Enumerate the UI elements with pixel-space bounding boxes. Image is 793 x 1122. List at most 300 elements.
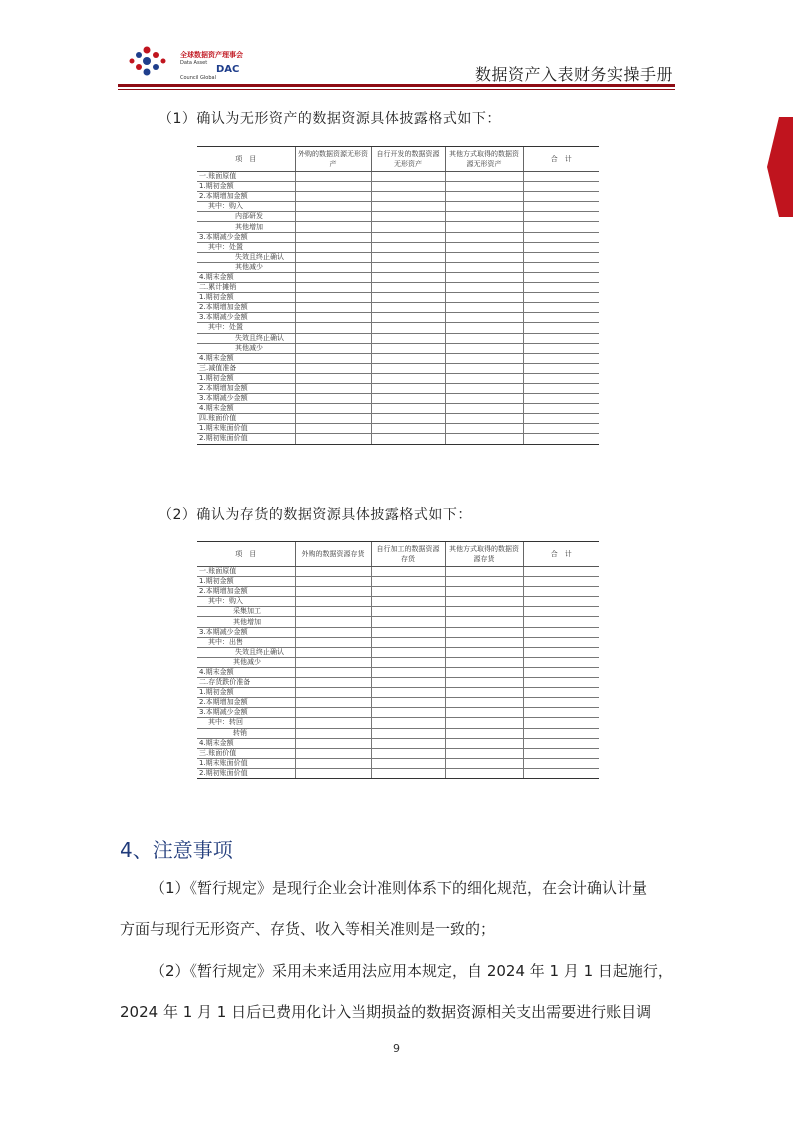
value-cell xyxy=(295,607,371,617)
value-cell xyxy=(371,738,445,748)
value-cell xyxy=(445,323,523,333)
row-label: 其中：购入 xyxy=(197,597,295,607)
table-row xyxy=(197,434,599,444)
table-row xyxy=(197,283,599,293)
value-cell xyxy=(445,202,523,212)
value-cell xyxy=(371,212,445,222)
value-cell xyxy=(523,252,599,262)
value-cell xyxy=(371,587,445,597)
value-cell xyxy=(523,577,599,587)
table-header-row xyxy=(197,542,599,567)
table-row xyxy=(197,404,599,414)
row-label: 失效且终止确认 xyxy=(197,647,295,657)
row-label: 4.期末金额 xyxy=(197,353,295,363)
value-cell xyxy=(295,637,371,647)
column-header: 项 目 xyxy=(197,147,295,172)
value-cell xyxy=(523,647,599,657)
row-label: 1.期初金额 xyxy=(197,577,295,587)
value-cell xyxy=(371,627,445,637)
row-label: 4.期末金额 xyxy=(197,667,295,677)
value-cell xyxy=(523,708,599,718)
value-cell xyxy=(371,242,445,252)
value-cell xyxy=(371,293,445,303)
value-cell xyxy=(295,252,371,262)
value-cell xyxy=(445,333,523,343)
table-row xyxy=(197,394,599,404)
value-cell xyxy=(371,434,445,444)
value-cell xyxy=(445,698,523,708)
value-cell xyxy=(523,688,599,698)
value-cell xyxy=(445,434,523,444)
value-cell xyxy=(371,647,445,657)
value-cell xyxy=(523,283,599,293)
section2-title: （2）确认为存货的数据资源具体披露格式如下： xyxy=(158,507,472,523)
row-label: 1.期初金额 xyxy=(197,293,295,303)
table-row xyxy=(197,262,599,272)
value-cell xyxy=(523,272,599,282)
value-cell xyxy=(445,293,523,303)
row-label: 1.期初金额 xyxy=(197,688,295,698)
value-cell xyxy=(295,363,371,373)
value-cell xyxy=(295,647,371,657)
value-cell xyxy=(445,678,523,688)
column-header: 合 计 xyxy=(523,147,599,172)
value-cell xyxy=(295,212,371,222)
value-cell xyxy=(445,272,523,282)
row-label: 4.期末金额 xyxy=(197,404,295,414)
note1-line2: 方面与现行无形资产、存货、收入等相关准则是一致的； xyxy=(120,920,496,938)
value-cell xyxy=(523,718,599,728)
value-cell xyxy=(445,758,523,768)
value-cell xyxy=(371,252,445,262)
value-cell xyxy=(295,373,371,383)
value-cell xyxy=(295,587,371,597)
side-chevron-tab xyxy=(767,117,793,217)
table-row xyxy=(197,597,599,607)
value-cell xyxy=(295,748,371,758)
column-header: 自行开发的数据资源无形资产 xyxy=(371,147,445,172)
value-cell xyxy=(295,202,371,212)
value-cell xyxy=(523,404,599,414)
value-cell xyxy=(523,373,599,383)
table-row xyxy=(197,192,599,202)
table-row xyxy=(197,587,599,597)
logo-english-line1: Data Asset xyxy=(180,60,208,66)
value-cell xyxy=(445,373,523,383)
value-cell xyxy=(445,192,523,202)
value-cell xyxy=(371,394,445,404)
value-cell xyxy=(523,212,599,222)
table-row xyxy=(197,637,599,647)
value-cell xyxy=(371,758,445,768)
table-row xyxy=(197,567,599,577)
value-cell xyxy=(371,232,445,242)
column-header: 其他方式取得的数据资源存货 xyxy=(445,542,523,567)
row-label: 2.本期增加金额 xyxy=(197,192,295,202)
value-cell xyxy=(445,688,523,698)
value-cell xyxy=(295,283,371,293)
table-row xyxy=(197,242,599,252)
table-row xyxy=(197,617,599,627)
table-row xyxy=(197,172,599,182)
value-cell xyxy=(295,434,371,444)
table-row xyxy=(197,202,599,212)
table-row xyxy=(197,212,599,222)
value-cell xyxy=(445,657,523,667)
value-cell xyxy=(445,424,523,434)
note2-line1: （2）《暂行规定》采用未来适用法应用本规定，自 2024 年 1 月 1 日起施行， xyxy=(150,962,673,980)
row-label: 2.本期增加金额 xyxy=(197,303,295,313)
logo-abbreviation: DAC xyxy=(216,64,240,75)
row-label: 2.期初账面价值 xyxy=(197,434,295,444)
value-cell xyxy=(445,617,523,627)
value-cell xyxy=(295,172,371,182)
value-cell xyxy=(523,222,599,232)
value-cell xyxy=(371,323,445,333)
value-cell xyxy=(445,242,523,252)
value-cell xyxy=(295,383,371,393)
value-cell xyxy=(371,262,445,272)
row-label: 2.本期增加金额 xyxy=(197,383,295,393)
row-label: 内部研发 xyxy=(197,212,295,222)
row-label: 其中：出售 xyxy=(197,637,295,647)
value-cell xyxy=(295,667,371,677)
table-row xyxy=(197,657,599,667)
row-label: 其中：转回 xyxy=(197,718,295,728)
value-cell xyxy=(523,262,599,272)
row-label: 采集加工 xyxy=(197,607,295,617)
row-label: 3.本期减少金额 xyxy=(197,708,295,718)
table-row xyxy=(197,688,599,698)
value-cell xyxy=(445,394,523,404)
value-cell xyxy=(371,678,445,688)
row-label: 其他增加 xyxy=(197,222,295,232)
value-cell xyxy=(371,353,445,363)
note1-line1: （1）《暂行规定》是现行企业会计准则体系下的细化规范，在会计确认计量 xyxy=(150,879,648,897)
value-cell xyxy=(523,242,599,252)
table-row xyxy=(197,748,599,758)
value-cell xyxy=(523,182,599,192)
value-cell xyxy=(445,738,523,748)
row-label: 其他增加 xyxy=(197,617,295,627)
value-cell xyxy=(371,333,445,343)
value-cell xyxy=(445,222,523,232)
value-cell xyxy=(295,404,371,414)
value-cell xyxy=(523,192,599,202)
value-cell xyxy=(371,363,445,373)
table-row xyxy=(197,333,599,343)
table-row xyxy=(197,647,599,657)
inventory-disclosure-table xyxy=(197,541,599,779)
row-label: 其中：处置 xyxy=(197,323,295,333)
value-cell xyxy=(371,708,445,718)
value-cell xyxy=(523,333,599,343)
value-cell xyxy=(523,567,599,577)
table-row xyxy=(197,272,599,282)
table-row xyxy=(197,768,599,778)
value-cell xyxy=(295,242,371,252)
row-label: 一.账面原值 xyxy=(197,172,295,182)
value-cell xyxy=(445,212,523,222)
row-label: 三.账面价值 xyxy=(197,748,295,758)
value-cell xyxy=(371,182,445,192)
value-cell xyxy=(371,313,445,323)
value-cell xyxy=(371,688,445,698)
logo-english-line2: Council Global xyxy=(180,75,216,81)
row-label: 失效且终止确认 xyxy=(197,333,295,343)
table-row xyxy=(197,313,599,323)
value-cell xyxy=(295,313,371,323)
table-row xyxy=(197,293,599,303)
table-row xyxy=(197,363,599,373)
value-cell xyxy=(523,323,599,333)
note2-line2: 2024 年 1 月 1 日后已费用化计入当期损益的数据资源相关支出需要进行账目调 xyxy=(120,1003,652,1021)
value-cell xyxy=(445,567,523,577)
value-cell xyxy=(371,698,445,708)
row-label: 其他减少 xyxy=(197,343,295,353)
value-cell xyxy=(295,698,371,708)
value-cell xyxy=(445,353,523,363)
column-header: 其他方式取得的数据资源无形资产 xyxy=(445,147,523,172)
value-cell xyxy=(523,303,599,313)
value-cell xyxy=(295,192,371,202)
value-cell xyxy=(523,637,599,647)
value-cell xyxy=(445,718,523,728)
dac-logo-icon xyxy=(128,46,174,76)
table-row xyxy=(197,414,599,424)
value-cell xyxy=(445,303,523,313)
table-row xyxy=(197,343,599,353)
value-cell xyxy=(371,424,445,434)
value-cell xyxy=(523,232,599,242)
table-row xyxy=(197,758,599,768)
value-cell xyxy=(371,617,445,627)
value-cell xyxy=(523,414,599,424)
value-cell xyxy=(371,728,445,738)
table-row xyxy=(197,627,599,637)
value-cell xyxy=(523,627,599,637)
value-cell xyxy=(295,394,371,404)
value-cell xyxy=(445,728,523,738)
value-cell xyxy=(371,343,445,353)
row-label: 一.账面原值 xyxy=(197,567,295,577)
row-label: 3.本期减少金额 xyxy=(197,232,295,242)
value-cell xyxy=(295,728,371,738)
value-cell xyxy=(523,293,599,303)
value-cell xyxy=(371,567,445,577)
table-row xyxy=(197,607,599,617)
value-cell xyxy=(371,637,445,647)
page-number: 9 xyxy=(393,1042,400,1055)
value-cell xyxy=(523,202,599,212)
value-cell xyxy=(371,172,445,182)
value-cell xyxy=(445,343,523,353)
value-cell xyxy=(445,647,523,657)
value-cell xyxy=(295,758,371,768)
value-cell xyxy=(445,414,523,424)
value-cell xyxy=(295,567,371,577)
value-cell xyxy=(371,373,445,383)
value-cell xyxy=(295,657,371,667)
value-cell xyxy=(445,252,523,262)
row-label: 2.期初账面价值 xyxy=(197,768,295,778)
table-row xyxy=(197,728,599,738)
row-label: 其他减少 xyxy=(197,657,295,667)
value-cell xyxy=(523,587,599,597)
value-cell xyxy=(295,293,371,303)
value-cell xyxy=(445,708,523,718)
value-cell xyxy=(445,637,523,647)
value-cell xyxy=(295,272,371,282)
value-cell xyxy=(371,414,445,424)
value-cell xyxy=(371,272,445,282)
value-cell xyxy=(371,303,445,313)
table-header-row xyxy=(197,147,599,172)
row-label: 3.本期减少金额 xyxy=(197,313,295,323)
table-row xyxy=(197,667,599,677)
value-cell xyxy=(523,698,599,708)
table-row xyxy=(197,232,599,242)
value-cell xyxy=(523,363,599,373)
value-cell xyxy=(445,172,523,182)
value-cell xyxy=(523,768,599,778)
value-cell xyxy=(445,667,523,677)
row-label: 其他减少 xyxy=(197,262,295,272)
value-cell xyxy=(371,597,445,607)
value-cell xyxy=(371,192,445,202)
row-label: 4.期末金额 xyxy=(197,738,295,748)
table-row xyxy=(197,222,599,232)
value-cell xyxy=(523,434,599,444)
value-cell xyxy=(523,657,599,667)
value-cell xyxy=(445,262,523,272)
table-row xyxy=(197,718,599,728)
table-row xyxy=(197,323,599,333)
header-rule-thin xyxy=(118,89,675,90)
value-cell xyxy=(445,283,523,293)
header-rule-thick xyxy=(118,84,675,87)
intangible-disclosure-table xyxy=(197,146,599,445)
row-label: 其中：购入 xyxy=(197,202,295,212)
value-cell xyxy=(371,748,445,758)
table-row xyxy=(197,383,599,393)
value-cell xyxy=(295,222,371,232)
section1-title: （1）确认为无形资产的数据资源具体披露格式如下： xyxy=(158,111,501,127)
row-label: 3.本期减少金额 xyxy=(197,394,295,404)
value-cell xyxy=(295,577,371,587)
value-cell xyxy=(295,738,371,748)
value-cell xyxy=(523,394,599,404)
row-label: 二.累计摊销 xyxy=(197,283,295,293)
value-cell xyxy=(295,262,371,272)
value-cell xyxy=(371,718,445,728)
row-label: 4.期末金额 xyxy=(197,272,295,282)
table-row xyxy=(197,252,599,262)
value-cell xyxy=(295,333,371,343)
value-cell xyxy=(295,597,371,607)
value-cell xyxy=(523,313,599,323)
row-label: 1.期初金额 xyxy=(197,373,295,383)
value-cell xyxy=(295,232,371,242)
value-cell xyxy=(523,424,599,434)
value-cell xyxy=(295,323,371,333)
value-cell xyxy=(523,667,599,677)
value-cell xyxy=(371,577,445,587)
table-row xyxy=(197,353,599,363)
value-cell xyxy=(445,363,523,373)
row-label: 2.本期增加金额 xyxy=(197,587,295,597)
value-cell xyxy=(523,343,599,353)
table-row xyxy=(197,303,599,313)
header-title: 数据资产入表财务实操手册 xyxy=(474,65,673,84)
row-label: 2.本期增加金额 xyxy=(197,698,295,708)
value-cell xyxy=(295,414,371,424)
row-label: 1.期末账面价值 xyxy=(197,424,295,434)
value-cell xyxy=(523,172,599,182)
table-row xyxy=(197,577,599,587)
value-cell xyxy=(371,404,445,414)
value-cell xyxy=(295,343,371,353)
value-cell xyxy=(445,232,523,242)
value-cell xyxy=(445,748,523,758)
row-label: 二.存货跌价准备 xyxy=(197,678,295,688)
table-row xyxy=(197,424,599,434)
row-label: 三.减值准备 xyxy=(197,363,295,373)
value-cell xyxy=(445,182,523,192)
row-label: 1.期末账面价值 xyxy=(197,758,295,768)
value-cell xyxy=(445,607,523,617)
value-cell xyxy=(523,383,599,393)
value-cell xyxy=(295,303,371,313)
value-cell xyxy=(523,678,599,688)
value-cell xyxy=(445,587,523,597)
value-cell xyxy=(295,688,371,698)
column-header: 外购的数据资源存货 xyxy=(295,542,371,567)
column-header: 外购的数据资源无形资产 xyxy=(295,147,371,172)
table-row xyxy=(197,708,599,718)
logo-chinese-name: 全球数据资产理事会 xyxy=(180,51,243,59)
value-cell xyxy=(523,728,599,738)
value-cell xyxy=(295,768,371,778)
value-cell xyxy=(445,383,523,393)
column-header: 合 计 xyxy=(523,542,599,567)
value-cell xyxy=(445,627,523,637)
value-cell xyxy=(371,202,445,212)
value-cell xyxy=(445,404,523,414)
value-cell xyxy=(523,758,599,768)
value-cell xyxy=(445,313,523,323)
value-cell xyxy=(523,607,599,617)
row-label: 转销 xyxy=(197,728,295,738)
value-cell xyxy=(371,667,445,677)
value-cell xyxy=(295,678,371,688)
value-cell xyxy=(371,607,445,617)
value-cell xyxy=(371,283,445,293)
value-cell xyxy=(295,353,371,363)
value-cell xyxy=(295,424,371,434)
value-cell xyxy=(445,577,523,587)
value-cell xyxy=(371,768,445,778)
notes-heading: 4、注意事项 xyxy=(120,838,233,862)
value-cell xyxy=(523,738,599,748)
value-cell xyxy=(295,627,371,637)
column-header: 自行加工的数据资源存货 xyxy=(371,542,445,567)
dac-logo xyxy=(128,44,268,80)
value-cell xyxy=(445,597,523,607)
row-label: 1.期初金额 xyxy=(197,182,295,192)
value-cell xyxy=(371,383,445,393)
value-cell xyxy=(295,617,371,627)
